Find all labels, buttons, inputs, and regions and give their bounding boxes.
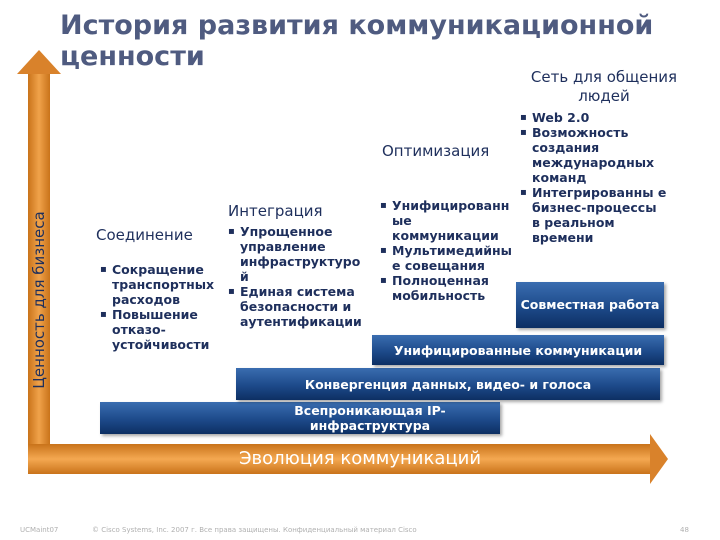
- stage-bullets-integration: [228, 224, 362, 329]
- x-axis-arrow-head: [650, 434, 668, 484]
- list-item: ▪ Повышение отказо-устойчивости: [100, 307, 220, 352]
- list-item: ▪ Сокращение транспортных расходов: [100, 262, 220, 307]
- band-unified-communications-label: Унифицированные коммуникации: [393, 342, 643, 358]
- stage-heading-human-network: Сеть для общения людей: [530, 68, 678, 105]
- band-convergence-label: Конвергенция данных, видео- и голоса: [304, 376, 592, 392]
- stage-bullets-optimization: [380, 198, 512, 303]
- title-line-2: ценности: [60, 41, 205, 72]
- list-item: ▪ Унифицированн ые коммуникации: [380, 198, 512, 243]
- title-line-1: История развития коммуникационной: [60, 10, 654, 41]
- band-unified-communications: [372, 335, 664, 365]
- list-item: ▪ Единая система безопасности и аутентификации: [228, 284, 362, 329]
- y-axis-label: Ценность для бизнеса: [30, 211, 48, 389]
- y-axis-arrow-head: [17, 50, 61, 74]
- page-title: [60, 10, 700, 72]
- stage-bullets-connection: [100, 262, 220, 352]
- stage-heading-optimization: Оптимизация: [382, 142, 490, 160]
- band-collaboration: [516, 282, 664, 328]
- band-convergence: [236, 368, 660, 400]
- footer-left: UCMaint07: [20, 526, 59, 534]
- x-axis-label: Эволюция коммуникаций: [238, 448, 482, 469]
- band-ip-infrastructure: [100, 402, 500, 434]
- list-item: ▪ Web 2.0: [520, 110, 668, 125]
- stage-heading-integration: Интеграция: [228, 202, 323, 220]
- footer-copyright: © Cisco Systems, Inc. 2007 г. Все права защищены. Конфиденциальный материал Cisco: [92, 526, 417, 534]
- band-collaboration-label: Совместная работа: [520, 297, 660, 312]
- band-ip-infrastructure-label: Всепроникающая IP-инфраструктура: [294, 403, 446, 433]
- stage-bullets-human-network: [520, 110, 668, 245]
- list-item: ▪ Возможность создания международных команд: [520, 125, 668, 185]
- page-number: 48: [680, 526, 689, 534]
- list-item: ▪ Интегрированны е бизнес-процессы в реальном времени: [520, 185, 668, 245]
- stage-heading-connection: Соединение: [96, 226, 193, 244]
- list-item: ▪ Упрощенное управление инфраструктуро й: [228, 224, 362, 284]
- list-item: ▪ Мультимедийны е совещания: [380, 243, 512, 273]
- list-item: ▪ Полноценная мобильность: [380, 273, 512, 303]
